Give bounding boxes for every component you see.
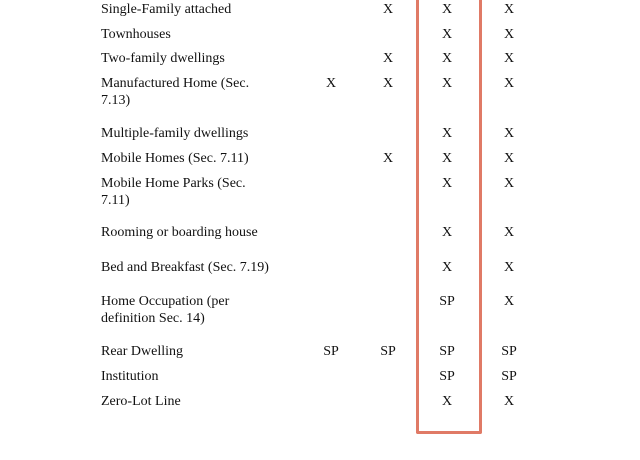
use-label: Bed and Breakfast (Sec. 7.19) — [101, 260, 269, 275]
use-label: Zero-Lot Line — [101, 394, 181, 409]
zone-3-cell: X — [441, 394, 453, 409]
zone-4-cell: X — [503, 260, 515, 275]
zone-3-cell: X — [441, 225, 453, 240]
zone-4-cell: X — [503, 294, 515, 309]
zone-4-cell: X — [503, 27, 515, 42]
zone-3-cell: X — [441, 151, 453, 166]
zone-4-cell: X — [503, 151, 515, 166]
use-label: Institution — [101, 369, 159, 384]
zone-4-cell: X — [503, 126, 515, 141]
use-label: Mobile Homes (Sec. 7.11) — [101, 151, 249, 166]
zone-3-cell: X — [441, 27, 453, 42]
use-label: Home Occupation (per definition Sec. 14) — [101, 294, 230, 326]
zone-1-cell: X — [325, 76, 337, 91]
zone-4-cell: X — [503, 176, 515, 191]
zone-4-cell: X — [503, 225, 515, 240]
zone-3-cell: X — [441, 176, 453, 191]
use-label: Multiple-family dwellings — [101, 126, 249, 141]
zone-2-cell: SP — [380, 344, 396, 359]
use-label: Rooming or boarding house — [101, 225, 258, 240]
zone-2-cell: X — [382, 151, 394, 166]
zone-1-cell: SP — [323, 344, 339, 359]
zone-2-cell: X — [382, 2, 394, 17]
zone-3-cell: X — [441, 126, 453, 141]
use-label: Single-Family attached — [101, 2, 232, 17]
zone-4-cell: SP — [501, 369, 517, 384]
zone-4-cell: X — [503, 2, 515, 17]
zone-4-cell: SP — [501, 344, 517, 359]
zone-3-cell: X — [441, 51, 453, 66]
zone-3-cell: X — [441, 2, 453, 17]
zone-3-cell: SP — [439, 294, 455, 309]
zone-4-cell: X — [503, 76, 515, 91]
zone-3-cell: SP — [439, 369, 455, 384]
use-label: Rear Dwelling — [101, 344, 184, 359]
zone-3-cell: X — [441, 260, 453, 275]
use-label: Manufactured Home (Sec. 7.13) — [101, 76, 250, 108]
use-label: Townhouses — [101, 27, 171, 42]
zone-2-cell: X — [382, 51, 394, 66]
use-label: Two-family dwellings — [101, 51, 225, 66]
zone-4-cell: X — [503, 51, 515, 66]
zone-2-cell: X — [382, 76, 394, 91]
use-label: Mobile Home Parks (Sec. 7.11) — [101, 176, 246, 208]
zone-4-cell: X — [503, 394, 515, 409]
zone-3-cell: SP — [439, 344, 455, 359]
zone-3-cell: X — [441, 76, 453, 91]
